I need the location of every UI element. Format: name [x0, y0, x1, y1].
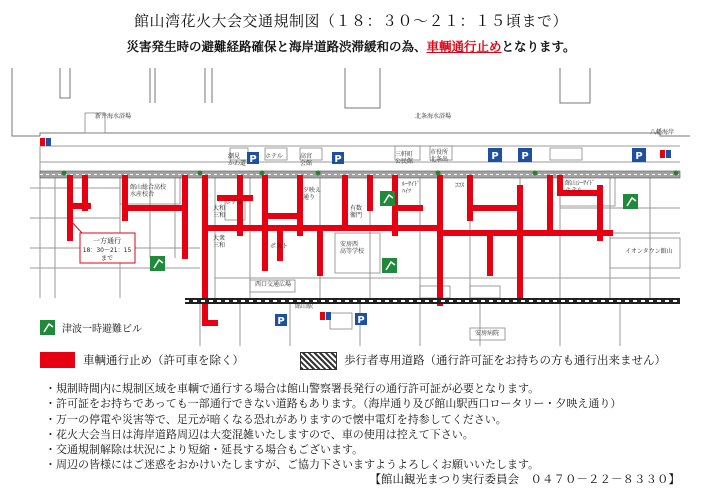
label-s2: 大衆三和: [213, 235, 226, 249]
legend-hatch-swatch: [300, 352, 337, 370]
label-ryotsu: 安房西高等学校: [340, 241, 365, 255]
svg-text:P: P: [635, 151, 643, 162]
coastline: [12, 68, 690, 136]
label-s4: 夕映え通り: [303, 187, 322, 201]
legend-red-swatch: [40, 352, 75, 368]
label-s7: 有数衛門: [350, 205, 363, 219]
label-s12: 館山ｼｰｻｲﾄﾞホテル: [565, 180, 596, 194]
subtitle-after: となります。: [501, 39, 576, 54]
label-bus: 西口交通広場: [255, 281, 292, 288]
oneway-note: まで: [100, 255, 114, 262]
label-hojo: 北条海水浴場: [415, 113, 452, 120]
label-station: 館山駅: [295, 303, 314, 310]
traffic-map: [0, 58, 702, 346]
label-hospital: 安房病院: [475, 330, 500, 337]
subtitle-highlight: 車輌通行止め: [426, 39, 502, 54]
coastal-pedestrian-road: [40, 171, 680, 178]
note-item: ・交通規制解除は状況により短縮・延長する場合もございます。: [45, 443, 364, 457]
label-s8: 高宮会館: [300, 153, 313, 167]
svg-text:P: P: [521, 151, 529, 162]
label-yawata: 八幡海岸: [650, 129, 675, 136]
label-s9: 三軒町公民館: [395, 151, 414, 165]
svg-text:P: P: [249, 154, 257, 165]
footer-contact: 【館山観光まつり実行委員会 ０４７０－２２－８３３０】: [369, 472, 680, 486]
svg-text:P: P: [277, 316, 285, 327]
label-nuta: 新井海水浴場: [95, 113, 132, 120]
page-subtitle: [0, 37, 702, 55]
label-s11: 市役所北条出: [430, 149, 449, 163]
legend-hatch-label: 歩行者専用道路（通行許可証をお持ちの方も通行出来ません）: [344, 353, 666, 367]
oneway-title: 一方通行: [93, 237, 121, 245]
label-s14: ｺｺｽ: [455, 182, 465, 189]
oneway-time: 18：30～21：15: [82, 247, 132, 254]
note-item: ・花火大会当日は海岸道路周辺は大変混雑いたしますので、車の使用は控えて下さい。: [45, 427, 474, 441]
subtitle-before: 災害発生時の避難経路確保と海岸道路渋滞緩和の為、: [126, 39, 427, 54]
railway-pedestrian: [185, 298, 680, 304]
svg-text:P: P: [491, 151, 499, 162]
svg-text:P: P: [357, 315, 365, 326]
note-item: ・規制時間内に規制区域を車輌で通行する場合は館山警察署長発行の通行許可証が必要となります。: [45, 382, 540, 395]
label-aeon: イオンタウン館山: [625, 248, 673, 255]
label-s5: ホテル: [225, 199, 243, 206]
note-item: ・周辺の皆様にはご迷惑をおかけいたしますが、ご協力下さいますようよろしくお願いいたします。: [45, 458, 540, 472]
label-s1: 大和三和: [213, 205, 226, 219]
notes-list: [45, 381, 621, 473]
page-title: 館山湾花火大会交通規制図（１８：３０～２１：１５頃まで）: [133, 12, 568, 30]
tsunami-legend-label: 津波一時避難ビル: [62, 324, 142, 335]
note-item: ・万一の停電や災害等で、足元が暗くなる恐れがありますので懐中電灯を持参してください。: [45, 412, 507, 426]
label-school: 館山総合高校水産校舎: [130, 184, 167, 198]
svg-text:P: P: [334, 154, 342, 165]
label-s3: ポスト: [270, 243, 289, 250]
label-s10: ホテル: [265, 153, 283, 160]
label-s13: ﾙｰｻｲﾄﾞﾊｲﾂ: [402, 181, 421, 195]
label-s6: 潮見かわ道: [228, 153, 247, 167]
note-item: ・許可証をお持ちであっても一部通行できない道路もあります。（海岸通り及び館山駅西口ロータリー・夕映え通り）: [45, 397, 622, 411]
legend-red-label: 車輌通行止め（許可車を除く）: [83, 353, 244, 367]
